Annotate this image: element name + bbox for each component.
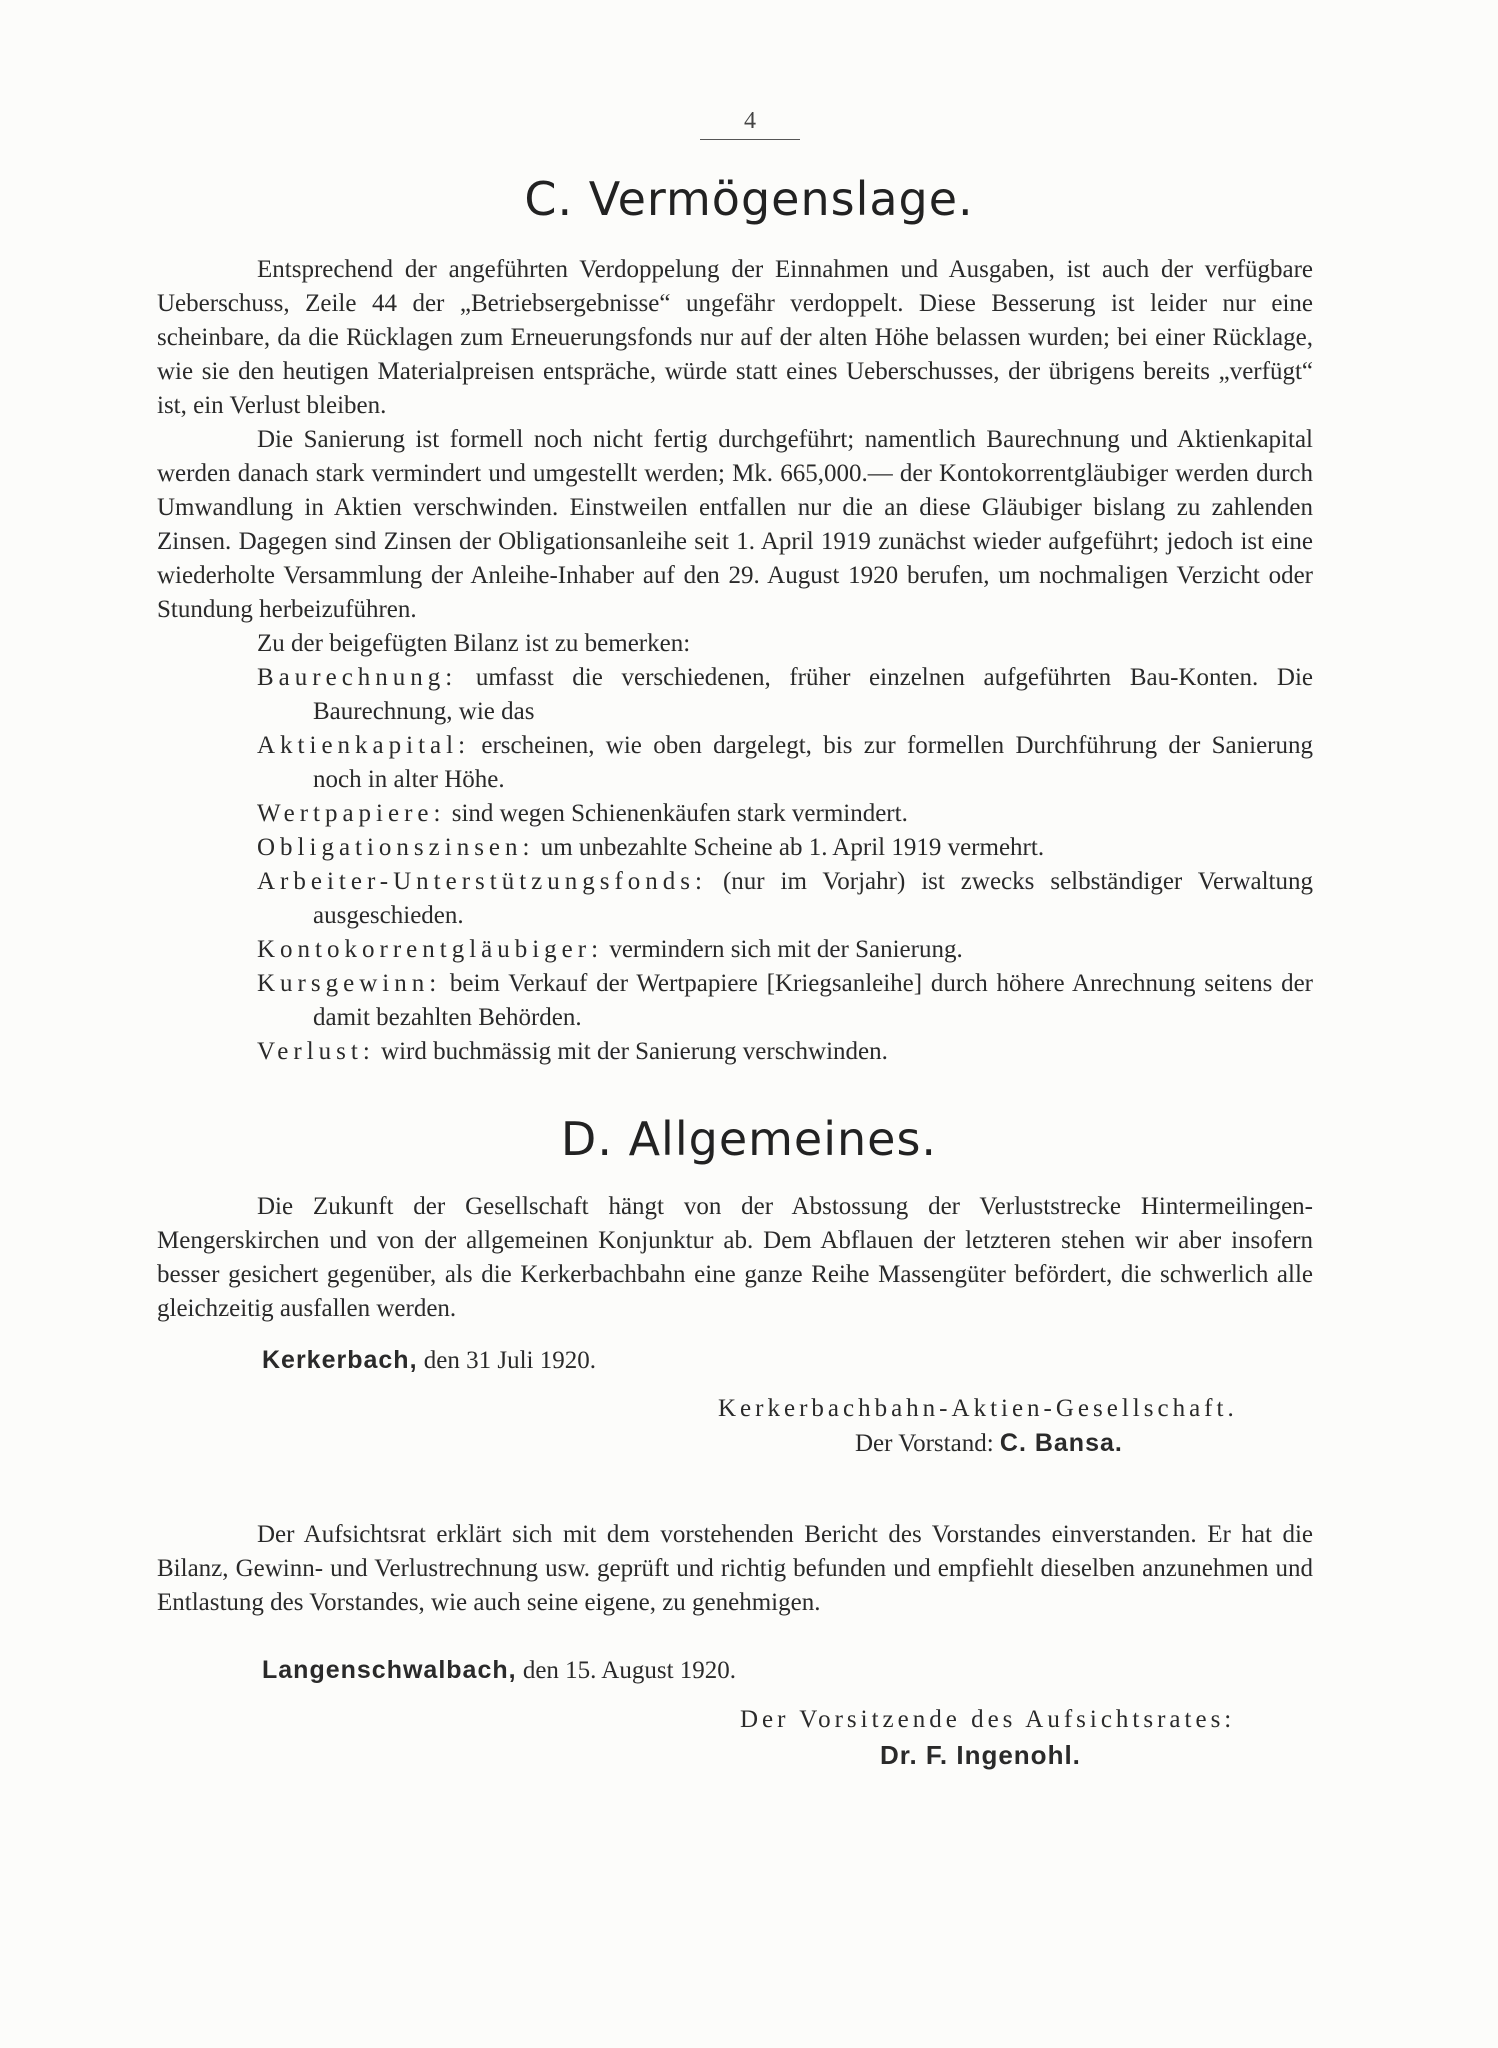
remark-term: Baurechnung:	[257, 664, 458, 691]
paragraph: Die Zukunft der Gesellschaft hängt von der Abstossung der Verluststrecke Hintermeilingen-Mengerskirchen und von der allgemeinen Konjunktur ab. Dem Abflauen der letzteren stehen wir aber insofern besser gesichert gegenüber, als die Kerkerbachbahn eine ganze Reihe Massengüter befördert, die schwerlich alle gleichzeitig ausfallen werden.	[157, 1193, 1313, 1322]
remark-term: Aktienkapital:	[257, 732, 471, 759]
paragraph: Die Sanierung ist formell noch nicht fertig durchgeführt; namentlich Baurechnung und Aktienkapital werden danach stark vermindert und umgestellt werden; Mk. 665,000.— der Kontokorrentgläubiger werden durch Umwandlung in Aktien verschwinden. Einstweilen entfallen nur die an diese Gläubiger bislang zu zahlenden Zinsen. Dagegen sind Zinsen der Obligationsanleihe seit 1. April 1919 zunächst wieder aufgeführt; jedoch ist eine wiederholte Versammlung der Anleihe-Inhaber auf den 29. August 1920 berufen, um nochmaligen Verzicht oder Stundung herbeizuführen.	[157, 426, 1313, 623]
remark-item	[257, 865, 1313, 933]
remark-term: Kontokorrentgläubiger:	[257, 936, 604, 963]
section-c-title: C. Vermögenslage.	[524, 172, 974, 226]
place: Langenschwalbach,	[262, 1656, 517, 1684]
signature-place-date-2	[262, 1653, 736, 1688]
remark-term: Arbeiter-Unterstützungsfonds:	[257, 868, 707, 895]
balance-remarks	[157, 661, 1313, 1069]
remark-text: beim Verkauf der Wertpapiere [Kriegsanleihe] durch höhere Anrechnung seitens der damit bezahlten Behörden.	[313, 970, 1313, 1031]
company-name: Kerkerbachbahn-Aktien-Gesellschaft.	[718, 1395, 1238, 1422]
remark-item	[257, 729, 1313, 797]
date: den 31 Juli 1920.	[423, 1347, 596, 1374]
board-name: C. Bansa.	[999, 1429, 1123, 1457]
supervisory-board-statement	[157, 1518, 1313, 1620]
remark-text: sind wegen Schienenkäufen stark vermindert.	[451, 800, 908, 827]
remark-item	[257, 661, 1313, 729]
remark-term: Kursgewinn:	[257, 970, 442, 997]
remark-item	[257, 967, 1313, 1035]
board-label: Der Vorstand:	[855, 1430, 994, 1457]
section-d-title: D. Allgemeines.	[560, 1112, 938, 1166]
board-signature	[855, 1426, 1123, 1461]
place: Kerkerbach,	[262, 1346, 418, 1374]
section-d-body	[157, 1190, 1313, 1326]
chair-name: Dr. F. Ingenohl.	[880, 1740, 1081, 1770]
paragraph: Entsprechend der angeführten Verdoppelung der Einnahmen und Ausgaben, ist auch der verfügbare Ueberschuss, Zeile 44 der „Betriebsergebnisse“ ungefähr verdoppelt. Diese Besserung ist leider nur eine scheinbare, da die Rücklagen zum Erneuerungsfonds nur auf der alten Höhe belassen wurden; bei einer Rücklage, wie sie den heutigen Materialpreisen entspräche, würde statt eines Ueberschusses, der übrigens bereits „verfügt“ ist, ein Verlust bleiben.	[157, 256, 1313, 419]
paragraph: Zu der beigefügten Bilanz ist zu bemerken:	[257, 630, 691, 657]
remark-term: Verlust:	[257, 1038, 375, 1065]
remark-text: (nur im Vorjahr) ist zwecks selbständiger Verwaltung ausgeschieden.	[313, 868, 1313, 929]
remark-text: umfasst die verschiedenen, früher einzelnen aufgeführten Bau-Konten. Die Baurechnung, wie das	[313, 664, 1313, 725]
paragraph: Der Aufsichtsrat erklärt sich mit dem vorstehenden Bericht des Vorstandes einverstanden. Er hat die Bilanz, Gewinn- und Verlustrechnung usw. geprüft und richtig befunden und empfiehlt dieselben anzunehmen und Entlastung des Vorstandes, wie auch seine eigene, zu genehmigen.	[157, 1521, 1313, 1616]
signature-place-date-1	[262, 1343, 596, 1378]
page-number: 4	[700, 108, 800, 140]
remark-text: vermindern sich mit der Sanierung.	[609, 936, 963, 963]
remark-text: um unbezahlte Scheine ab 1. April 1919 vermehrt.	[540, 834, 1045, 861]
remark-item	[257, 831, 1313, 865]
remark-item	[257, 933, 1313, 967]
remark-term: Obligationszinsen:	[257, 834, 535, 861]
date: den 15. August 1920.	[522, 1657, 737, 1684]
remark-text: erscheinen, wie oben dargelegt, bis zur formellen Durchführung der Sanierung noch in alter Höhe.	[313, 732, 1314, 793]
section-c-body	[157, 253, 1313, 1069]
remark-item	[257, 797, 1313, 831]
remark-term: Wertpapiere:	[257, 800, 446, 827]
remark-text: wird buchmässig mit der Sanierung verschwinden.	[381, 1038, 888, 1065]
remark-item	[257, 1035, 1313, 1069]
chair-label: Der Vorsitzende des Aufsichtsrates:	[740, 1706, 1236, 1733]
